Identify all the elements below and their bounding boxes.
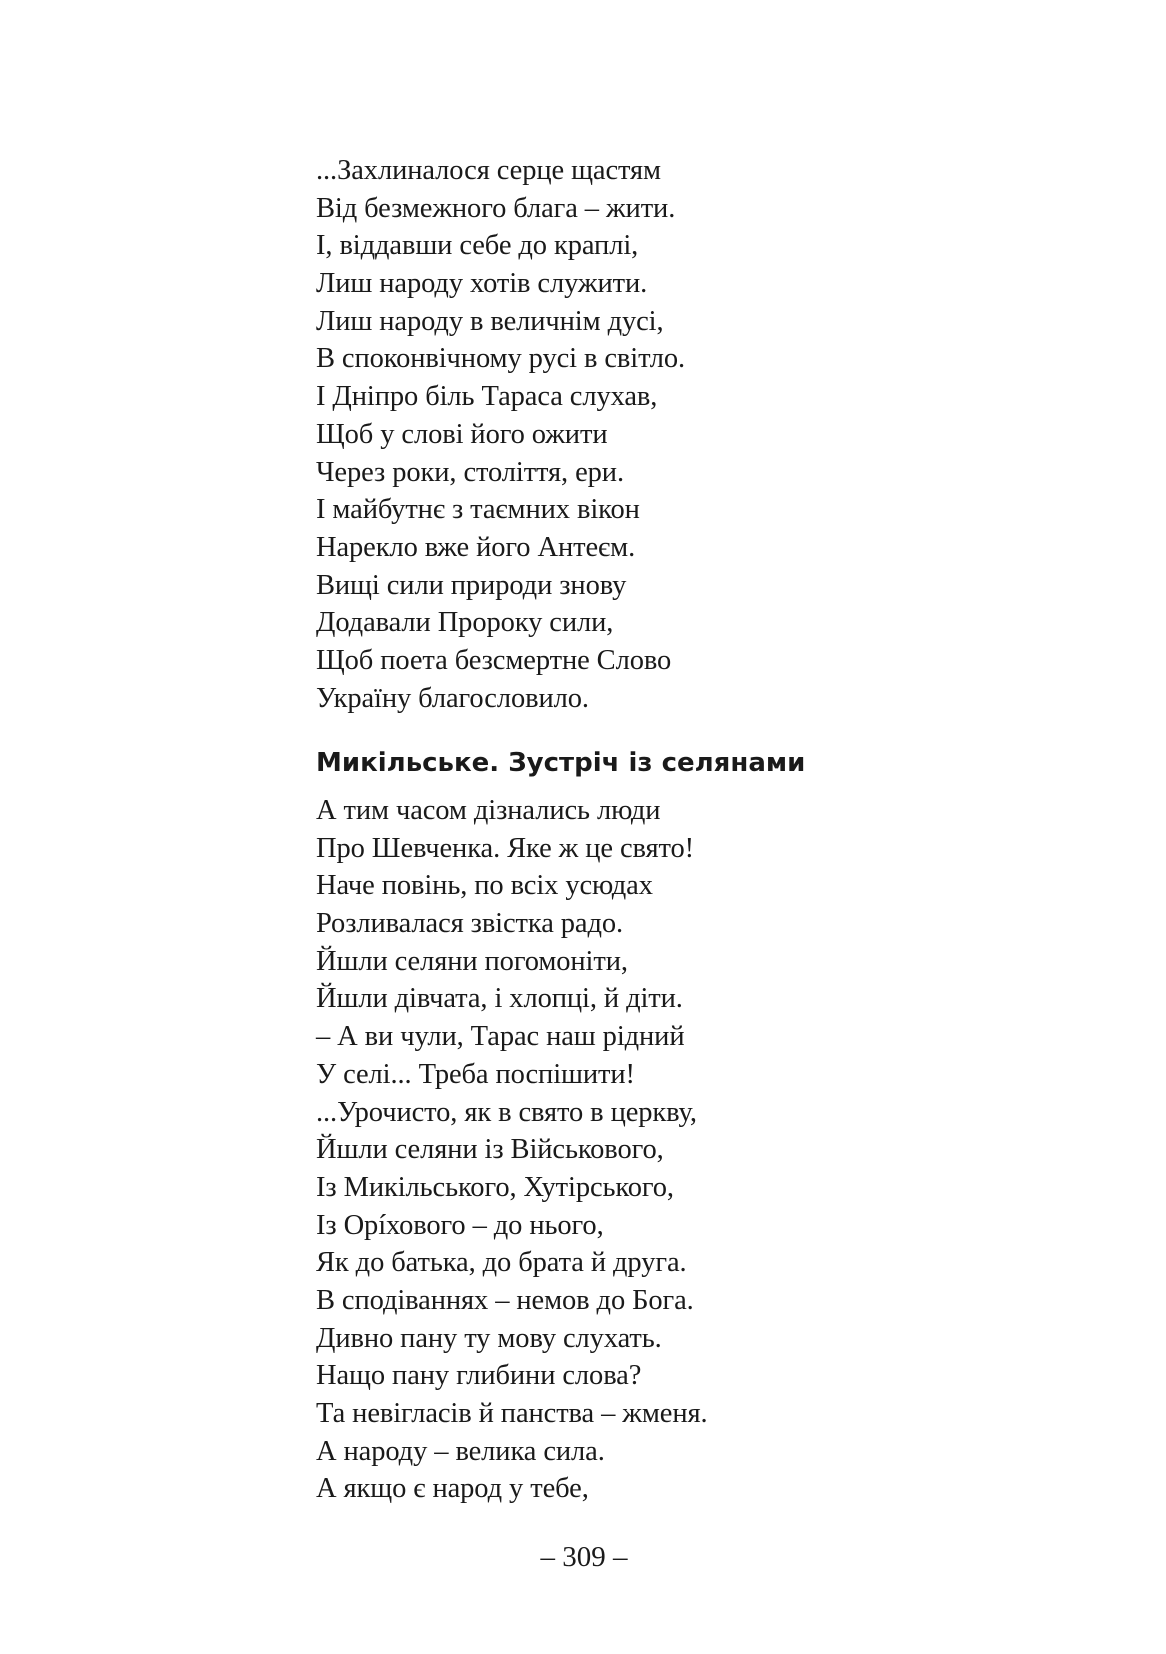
- poem-line: Про Шевченка. Яке ж це свято!: [316, 832, 695, 864]
- poem-line: Із Орíхового – до нього,: [316, 1209, 604, 1241]
- poem-line: Україну благословило.: [316, 682, 589, 714]
- poem-line: Йшли селяни погомоніти,: [316, 945, 628, 977]
- poem-line: Наче повінь, по всіх усюдах: [316, 870, 653, 902]
- page-number: – 309 –: [540, 1541, 628, 1573]
- poem-line: А якщо є народ у тебе,: [316, 1473, 589, 1505]
- poem-line: Нарекло вже його Антеєм.: [316, 531, 636, 563]
- poem-line: Йшли дівчата, і хлопці, й діти.: [316, 983, 683, 1015]
- poem-line: Щоб поета безсмертне Слово: [316, 644, 672, 676]
- poem-line: Від безмежного блага – жити.: [316, 192, 676, 224]
- poem-line: Та невігласів й панства – жменя.: [316, 1398, 708, 1429]
- poem-line: Розливалася звістка радо.: [316, 908, 624, 940]
- poem-line: Лиш народу в величнім дусі,: [316, 305, 664, 337]
- poem-line: І, віддавши себе до краплі,: [316, 230, 639, 262]
- poem-line: ...Урочисто, як в свято в церкву,: [316, 1096, 697, 1128]
- poem-line: У селі... Треба поспішити!: [316, 1058, 635, 1090]
- poem-line: І Дніпро біль Тараса слухав,: [316, 381, 658, 413]
- poem-line: В споконвічному русі в світло.: [316, 343, 686, 375]
- poem-line: В сподіваннях – немов до Бога.: [316, 1284, 694, 1316]
- poem-stanza-1: [316, 152, 876, 717]
- section-heading: Микільське. Зустріч із селянами: [316, 748, 806, 778]
- poem-line: Через роки, століття, ери.: [316, 456, 624, 488]
- poem-line: Як до батька, до брата й друга.: [316, 1247, 687, 1279]
- poem-line: ...Захлиналося серце щастям: [316, 155, 661, 186]
- poem-line: Щоб у слові його ожити: [316, 418, 608, 450]
- poem-line: Лиш народу хотів служити.: [316, 268, 648, 300]
- poem-line: І майбутнє з таємних вікон: [316, 494, 640, 526]
- poem-line: Йшли селяни із Військового,: [316, 1134, 664, 1166]
- poem-line: А тим часом дізнались люди: [316, 795, 661, 826]
- poem-stanza-2: [316, 792, 876, 1508]
- poem-line: Нащо пану глибини слова?: [316, 1360, 642, 1392]
- poem-line: Вищі сили природи знову: [316, 569, 627, 601]
- poem-line: Додавали Пророку сили,: [316, 607, 614, 639]
- poem-line: – А ви чули, Тарас наш рідний: [316, 1021, 685, 1053]
- poem-line: Дивно пану ту мову слухать.: [316, 1322, 662, 1354]
- poem-line: Із Микільського, Хутірського,: [316, 1171, 674, 1203]
- poem-line: А народу – велика сила.: [316, 1435, 605, 1467]
